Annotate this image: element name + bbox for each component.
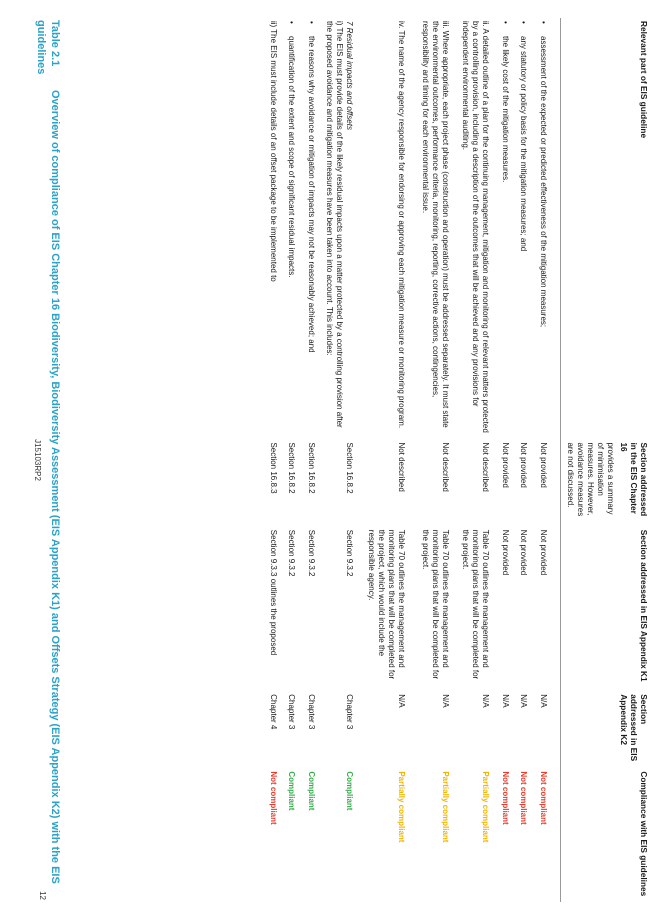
chapter16-cell: Not described xyxy=(397,442,406,492)
compliance-cell: Not compliant xyxy=(269,771,278,825)
page-number: 12 xyxy=(38,891,47,900)
appendix-k1-cell: Not provided xyxy=(501,529,510,576)
compliance-cell: Compliant xyxy=(307,771,316,811)
table-caption: Overview of compliance of EIS Chapter 16 Biodiversity, Biodiversity Assessment (EIS Appendix K1) and Offsets Strategy (EIS Appendix K2) with the EIS guidelines xyxy=(35,20,61,884)
appendix-k2-cell: N/A xyxy=(397,694,406,708)
bullet-icon: • xyxy=(287,21,296,24)
guideline-text: i) The EIS must provide details of the likely residual impacts upon a matter protected by a controlling provision after the proposed avoidance and mitigation measures have been taken into account. This includes: xyxy=(325,21,344,428)
header-appendix-k2: Section addressed in EIS Appendix K2 xyxy=(619,694,649,762)
chapter16-cell: Not provided xyxy=(519,442,528,488)
appendix-k2-cell: Chapter 4 xyxy=(269,694,278,730)
compliance-cell: Partially compliant xyxy=(397,771,406,843)
appendix-k2-cell: N/A xyxy=(441,694,450,708)
guideline-cell xyxy=(516,18,528,439)
table-header-row xyxy=(561,18,652,902)
chapter16-cell: Not provided xyxy=(501,442,510,488)
chapter16-cell: Section 16.8.3 xyxy=(269,442,278,494)
compliance-cell: Partially compliant xyxy=(441,771,450,843)
chapter16-cell: Not provided xyxy=(539,442,548,488)
compliance-cell: Compliant xyxy=(345,771,354,811)
bullet-icon: • xyxy=(307,21,316,24)
guideline-text: the likely cost of the mitigation measures. xyxy=(501,36,510,183)
header-guideline: Relevant part of EIS guideline xyxy=(639,21,649,139)
compliance-table xyxy=(266,18,652,902)
guideline-cell xyxy=(364,18,406,439)
guideline-cell xyxy=(284,18,296,439)
appendix-k1-cell: Not provided xyxy=(539,529,548,576)
document-id: J15103RP2 xyxy=(33,439,42,481)
appendix-k1-cell: Table 70 outlines the management and monitoring plans that will be completed for the project. xyxy=(461,529,490,680)
compliance-cell: Compliant xyxy=(287,771,296,811)
appendix-k1-cell: Section 9.3.2 xyxy=(345,529,354,577)
chapter16-carryover: provides a summary of minimisation measures. However, avoidance measures are not discussed. xyxy=(566,442,615,517)
header-compliance: Compliance with EIS guidelines xyxy=(639,771,649,897)
chapter16-cell: Not described xyxy=(481,442,490,492)
appendix-k2-cell: N/A xyxy=(481,694,490,708)
guideline-text: iv. The name of the agency responsible for endorsing or approving each mitigation measure or monitoring program. xyxy=(397,21,406,429)
appendix-k2-cell: Chapter 3 xyxy=(307,694,316,730)
table-row xyxy=(418,18,450,902)
guideline-cell xyxy=(498,18,510,439)
appendix-k2-cell: Chapter 3 xyxy=(287,694,296,730)
compliance-cell: Partially compliant xyxy=(481,771,490,843)
guideline-cell xyxy=(458,18,490,439)
guideline-text: ii. A detailed outline of a plan for the continuing management, mitigation and monitoring of relevant matters protected by a controlling provision, including a description of the outcomes that will be achieved and any provisions for independent environmental auditing. xyxy=(461,21,490,433)
chapter16-cell: Not described xyxy=(441,442,450,492)
guideline-cell xyxy=(304,18,316,439)
table-row xyxy=(364,18,406,902)
chapter16-cell: Section 16.8.2 xyxy=(307,442,316,494)
appendix-k2-cell: N/A xyxy=(519,694,528,708)
guideline-cell xyxy=(418,18,450,439)
bullet-icon: • xyxy=(519,21,528,24)
guideline-text: assessment of the expected or predicted effectiveness of the mitigation measures; xyxy=(539,36,548,328)
header-appendix-k1: Section addressed in EIS Appendix K1 xyxy=(639,529,649,682)
guideline-text: iii. Where appropriate, each project phase (construction and operation) must be addressed separately. It must state the environmental outcomes, performance criteria, monitoring, reporting, corrective actions, contingencies, responsibility and timing for each environmental issue. xyxy=(421,21,450,428)
appendix-k2-cell: N/A xyxy=(539,694,548,708)
compliance-cell: Not compliant xyxy=(539,771,548,825)
chapter16-cell: Section 16.8.2 xyxy=(287,442,296,494)
table-row xyxy=(498,18,510,902)
table-row xyxy=(284,18,296,902)
header-chapter16 xyxy=(561,439,652,526)
section-heading: 7 Residual impacts and offsets xyxy=(345,21,354,130)
table-row xyxy=(458,18,490,902)
guideline-text: quantification of the extent and scope of significant residual impacts. xyxy=(287,36,296,278)
appendix-k2-cell: Chapter 3 xyxy=(345,694,354,730)
chapter16-cell: Section 16.8.2 xyxy=(345,442,354,494)
guideline-text: the reasons why avoidance or mitigation of impacts may not be reasonably achieved; and xyxy=(307,36,316,353)
appendix-k1-cell: Table 70 outlines the management and monitoring plans that will be completed for the project. xyxy=(421,529,450,680)
guideline-text: any statutory or policy basis for the mitigation measures; and xyxy=(519,36,528,252)
guideline-text: ii) The EIS must include details of an offset package to be implemented to xyxy=(269,21,278,282)
bullet-icon: • xyxy=(539,21,548,24)
table-body xyxy=(266,18,561,902)
guideline-cell xyxy=(536,18,548,439)
appendix-k1-cell: Section 9.3.2 xyxy=(287,529,296,577)
table-row xyxy=(304,18,316,902)
appendix-k1-cell: Section 9.3.2 xyxy=(307,529,316,577)
bullet-icon: • xyxy=(501,21,510,24)
chapter16-cell-row-0: Section addressed in the EIS Chapter 16 xyxy=(619,442,649,517)
appendix-k1-cell: Table 70 outlines the management and monitoring plans that will be completed for the project, which would include the responsible agency. xyxy=(367,529,406,680)
table-row xyxy=(266,18,278,902)
table-row xyxy=(322,18,354,902)
appendix-k2-cell: N/A xyxy=(501,694,510,708)
table-number: Table 2.1 xyxy=(49,20,61,67)
compliance-cell: Not compliant xyxy=(501,771,510,825)
table-row xyxy=(536,18,548,902)
table-row xyxy=(516,18,528,902)
guideline-cell xyxy=(266,18,278,439)
appendix-k1-cell: Section 9.3.3 outlines the proposed xyxy=(269,529,278,656)
compliance-cell: Not compliant xyxy=(519,771,528,825)
guideline-cell xyxy=(322,18,354,439)
appendix-k1-cell: Not provided xyxy=(519,529,528,576)
